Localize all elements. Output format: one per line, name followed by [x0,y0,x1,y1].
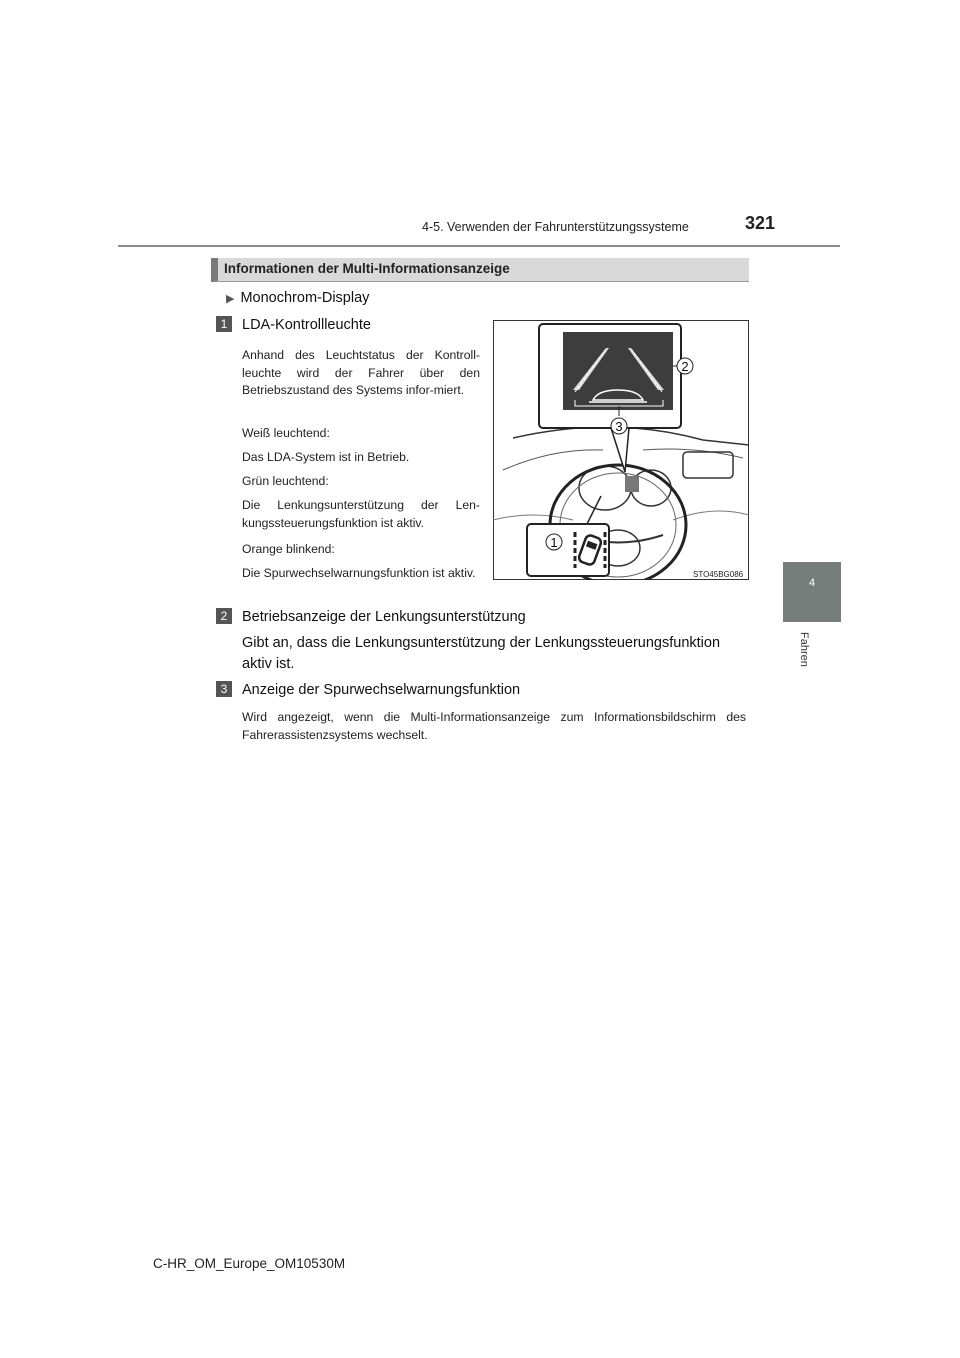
callout-3 [611,418,627,434]
item-number-badge: 3 [216,681,232,697]
page-number: 321 [745,213,776,233]
item-title: Anzeige der Spurwechselwarnungsfunktion [242,682,521,698]
item-number-badge: 2 [216,608,232,624]
chapter-tab [783,562,841,622]
item-number-badge: 1 [216,316,232,332]
callout-2 [677,358,693,374]
chapter-tab-label-text: Fahren [798,632,810,667]
item-title: LDA-Kontrollleuchte [242,317,371,333]
display-type-label [226,290,369,306]
item-text: Gibt an, dass die Lenkungsunterstützung der Lenkungssteuerungsfunktion aktiv ist. [242,635,721,672]
state-label: Orange blinkend: [242,542,335,556]
chapter-tab-number: 4 [808,577,816,589]
dashboard-illustration [493,320,749,580]
triangle-bullet-icon: ▶ [226,293,235,305]
callout-1-label: 1 [550,535,558,550]
state-label: Weiß leuchtend: [242,426,330,440]
state-text: Die Lenkungsunterstützung der Len-kungssteuerungsfunktion ist aktiv. [242,498,480,530]
section-heading: Informationen der Multi-Informationsanzeige [224,261,510,276]
header-rule [118,245,840,247]
callout-2-label: 2 [681,359,689,374]
item-title: Betriebsanzeige der Lenkungsunterstützung [242,609,526,625]
item-description: Anhand des Leuchtstatus der Kontroll-leuchte wird der Fahrer über den Betriebszustand des Systems infor-miert. [242,348,480,397]
header-section-title: 4-5. Verwenden der Fahrunterstützungssysteme [422,220,689,234]
item-text: Wird angezeigt, wenn die Multi-Informationsanzeige zum Informationsbildschirm des Fahrerassistenzsystems wechselt. [242,710,746,742]
chapter-tab-label [796,632,812,680]
state-label: Grün leuchtend: [242,474,329,488]
document-footer: C-HR_OM_Europe_OM10530M [153,1256,346,1271]
callout-3-label: 3 [615,419,623,434]
figure-code: STO45BG086 [693,570,744,579]
callout-1 [546,534,562,550]
state-text: Das LDA-System ist in Betrieb. [242,450,410,464]
display-type-text: Monochrom-Display [240,290,370,306]
state-text: Die Spurwechselwarnungsfunktion ist aktiv. [242,566,476,580]
